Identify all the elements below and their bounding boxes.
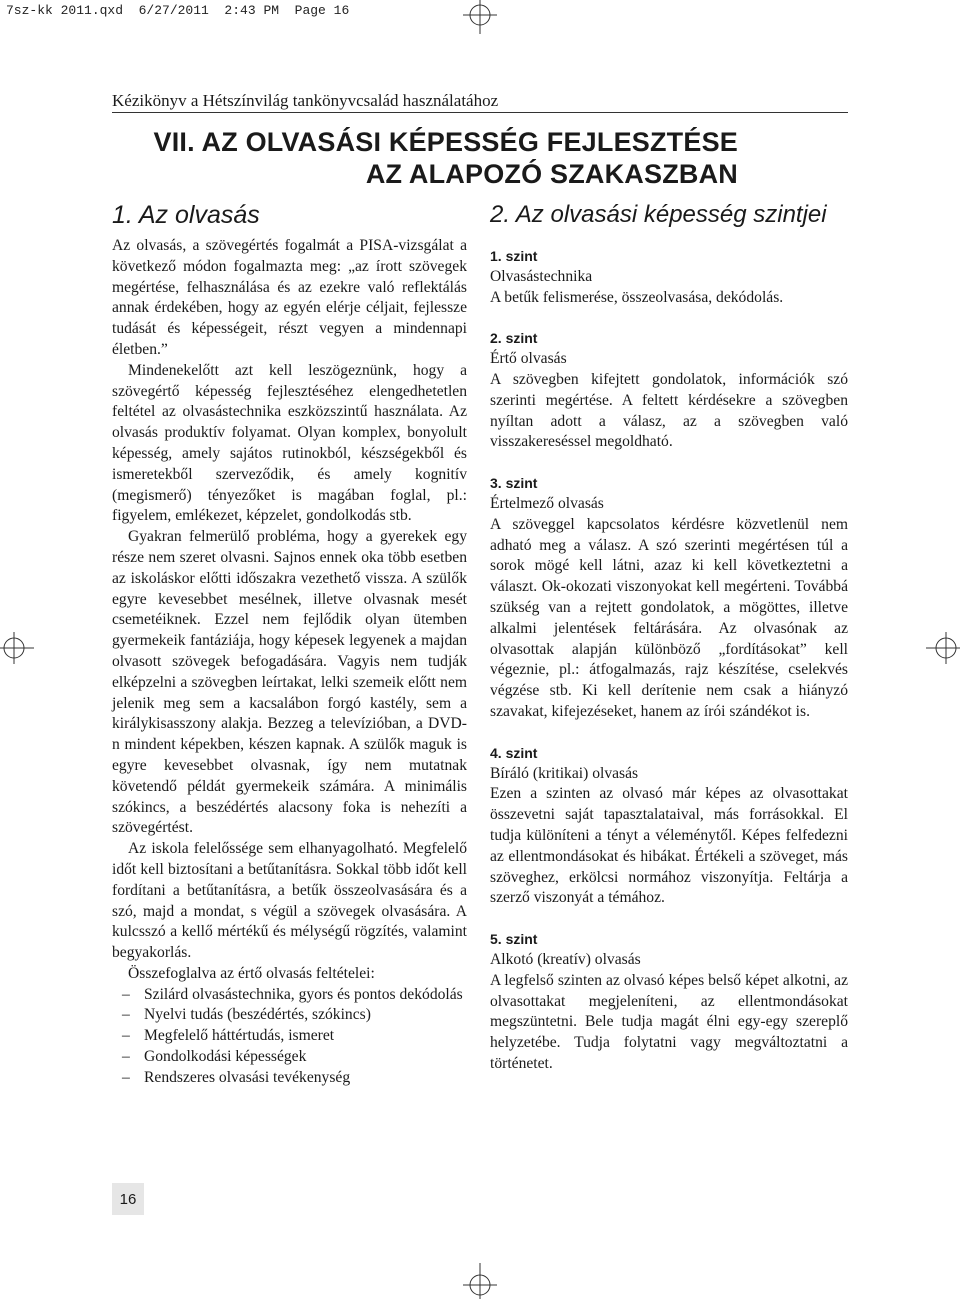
level-block-5 [490,929,848,1075]
level-description: A szövegben kifejtett gondolatok, információk szó szerinti megértése. A feltett kérdésekre a szövegben nyíltan adott a válasz, az a szövegben való visszakereséssel megoldható. [490,370,848,451]
paragraph-problem: Gyakran felmerülő probléma, hogy a gyerekek egy része nem szeret olvasni. Sajnos ennek oka több esetben az iskoláskor előtti időszakra vezethető vissza. A szülők egyre kevesebbet mesélnek, illetve olvasnak mesét csemetéiknek. Ezzel nem fejlődik olyan ütemben gyermekeik fantáziája, hogy képesek legyenek a majdan olvasott szövegek befogadására. Vagyis nem tudják elképzelni a szövegben leírtakat, lelki szemeik előtt nem jelenik meg sem a kacsalábon forgó kastély, sem a királykisasszony alakja. Bezzeg a televízióban, a DVD-n mindent képekben, készen kapnak. A szülők maguk is egyre kevesebbet olvasnak, így nem mutatnak követendő példát gyermekeik számára. A minimális szókincs, a beszédértés alacsony foka is nehezíti a szövegértést. [112,528,467,837]
paragraph-definition: Az olvasás, a szövegértés fogalmát a PISA-vizsgálat a következő módon fogalmazta meg: „az írott szövegek megértése, felhasználása és az ezekre való reflektálás annak érdekében, hogy az egyén elérje céljait, fejlessze tudását és képességeit, részt vegyen a mindennapi életben.” [112,237,467,358]
section-heading-levels: 2. Az olvasási képesség szintjei [490,201,827,228]
level-description: A betűk felismerése, összeolvasása, dekódolás. [490,288,784,306]
level-number: 4. szint [490,744,538,761]
list-item: – Gondolkodási képességek [122,1048,307,1066]
level-block-3 [490,473,848,723]
section-heading-reading: 1. Az olvasás [112,201,260,229]
registration-mark-left-icon [0,630,36,666]
level-block-4 [490,743,848,909]
chapter-title-line-2: AZ ALAPOZÓ SZAKASZBAN [365,159,738,189]
page-number: 16 [112,1183,144,1215]
level-number: 5. szint [490,931,538,948]
level-description: A legfelső szinten az olvasó képes belső képet alkotni, az olvasottakat megjeleníteni, az ellentmondásokat megszüntetni. Bele tudja magát élni egy-egy szereplő helyzetébe. Tudja folytatni vagy megváltoztatni a történetet. [490,971,848,1072]
level-name: Értelmező olvasás [490,494,604,512]
level-name: Bíráló (kritikai) olvasás [490,764,639,782]
print-slug: 7sz-kk 2011.qxd 6/27/2011 2:43 PM Page 16 [6,3,350,18]
level-name: Értő olvasás [490,350,567,368]
level-number: 3. szint [490,475,538,492]
header-rule [112,112,848,113]
running-header: Kézikönyv a Hétszínvilág tankönyvcsalád használatához [112,91,499,110]
list-item: – Szilárd olvasástechnika, gyors és pontos dekódolás [122,985,463,1003]
registration-mark-top-icon [461,0,499,34]
right-column [490,200,848,1095]
conditions-list [112,985,467,1089]
level-name: Alkotó (kreatív) olvasás [490,950,641,968]
paragraph-school: Az iskola felelőssége sem elhanyagolható. Megfelelő időt kell biztosítani a betűtanításra. Sokkal több időt kell fordítani a betűtanításra, a betűk összeolvasására és a szó, majd a mondat, s végül a szövegek olvasására. A kulcsszó a kellő mértékű és mélységű rögzítés, valamint begyakorlás. [112,840,467,962]
registration-mark-right-icon [924,630,960,666]
level-description: Ezen a szinten az olvasó már képes az olvasottakat összevetni saját tapasztalataival, más forrásokkal. El tudja különíteni a tényt a véleménytől. Képes felfedezni az ellentmondásokat és hibákat. Értékeli a szöveget, más szöveghez, erkölcsi normához viszonyítja. Feltárja a szerző viszonyát a témához. [490,785,848,907]
chapter-title [153,126,738,190]
registration-mark-bottom-icon [461,1263,499,1299]
level-number: 1. szint [490,248,538,264]
chapter-title-line-1: VII. AZ OLVASÁSI KÉPESSÉG FEJLESZTÉSE [153,127,738,157]
list-item: – Rendszeres olvasási tevékenység [122,1068,351,1086]
paragraph-process: Mindenekelőtt azt kell leszögeznünk, hogy a szövegértő képesség fejlesztéséhez elengedhetetlen feltétel az olvasástechnika eszközszintű használata. Az olvasás produktív folyamat. Olyan komplex, bonyolult képesség, amely sajátos rutinokból, készségekből és ismeretekből szerveződik, és amely kognitív (megismerő) tényezőket is magában foglal, pl.: figyelem, emlékezet, képzelet, gondolkodás stb. [112,361,467,525]
left-column [112,200,467,1089]
level-number: 2. szint [490,330,538,347]
list-item: – Megfelelő háttértudás, ismeret [122,1027,335,1045]
level-name: Olvasástechnika [490,267,593,285]
list-item: – Nyelvi tudás (beszédértés, szókincs) [122,1006,371,1024]
level-block-2 [490,328,848,453]
paragraph-summary: Összefoglalva az értő olvasás feltételei: [128,964,375,982]
level-block-1 [490,246,848,308]
level-description: A szöveggel kapcsolatos kérdésre közvetlenül nem adható meg a válasz. A szó szerinti megértésen túl a sorok mögé kell látni, azaz ki kell következtetni a választ. Ok-okozati viszonyokat kell megérteni. Továbbá szükség van a rejtett gondolatok, a mögöttes, illetve alkalmi jelentések feltárására. Az olvasónak az olvasottak alapján különböző „fordításokat” kell végeznie, pl.: átfogalmazás, rajz készítése, cselekvés végzése stb. Ki kell derítenie nem csak a hiányzó szavakat, kifejezéseket, hanem az írói szándékot is. [490,515,848,720]
